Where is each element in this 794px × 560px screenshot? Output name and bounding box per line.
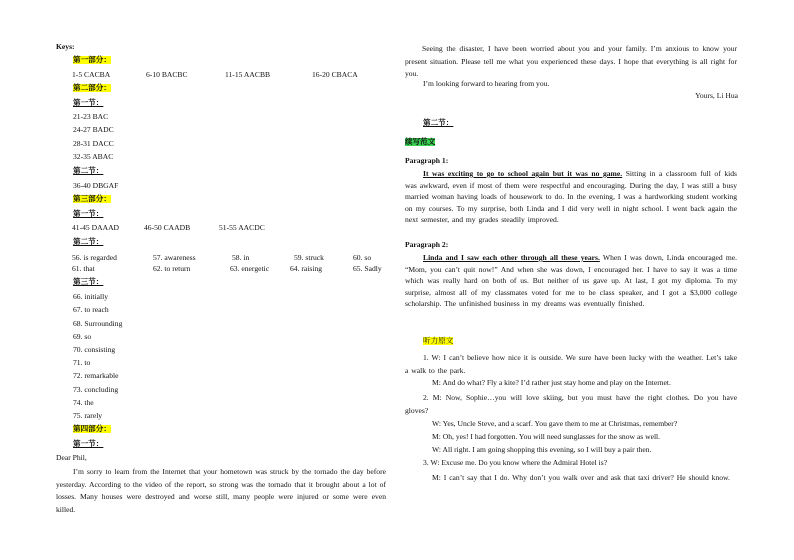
- cloze-row-1: 56. is regarded 57. awareness 58. in 59. struck 60. so: [72, 253, 372, 262]
- letter-paragraph-1: I’m sorry to learn from the Internet that your hometown was struck by the tornado the day before yesterday. According to the video of the report, so strong was the tornado that it brought about a lot of losses. Many houses were destroyed and worse still, many people were injured or some were even killed.: [56, 467, 386, 514]
- paragraph-2-label: Paragraph 2:: [405, 240, 449, 249]
- part4-sec2-heading: 第二节：: [423, 118, 454, 127]
- listening-title: 听力原文: [423, 336, 454, 345]
- paragraph-1-lead: It was exciting to go to school again but it was no game.: [423, 169, 623, 178]
- part3-sec1-heading: 第一节：: [73, 209, 104, 218]
- part1-heading: 第一部分：: [73, 55, 111, 64]
- part2-sec2-answers: 36-40 DBGAF: [73, 181, 119, 190]
- keys-title: Keys:: [56, 42, 75, 51]
- continuation-title: 续写范文: [405, 137, 436, 146]
- part3-sec3-heading: 第三节：: [73, 277, 104, 286]
- letter-greeting: Dear Phil,: [56, 453, 87, 462]
- letter-closing: I’m looking forward to hearing from you.: [423, 79, 550, 88]
- paragraph-2-text: [405, 252, 737, 310]
- letter-paragraph-2: Seeing the disaster, I have been worried about you and your family. I’m anxious to know your present situation. Please tell me what you experienced these days. I hope that everything is all right for you.: [405, 44, 737, 78]
- part4-sec1-heading: 第一节：: [73, 439, 104, 448]
- part2-sec2-heading: 第二节：: [73, 166, 104, 175]
- part3-sec2-heading: 第二节：: [73, 237, 104, 246]
- part3-heading: 第三部分：: [73, 194, 111, 203]
- part2-sec1-heading: 第一节：: [73, 98, 104, 107]
- part3-answers: 41-45 DAAAD 46-50 CAADB 51-55 AACDC: [72, 223, 265, 232]
- part1-answers: 1-5 CACBA 6-10 BACBC 11-15 AACBB 16-20 CBACA: [72, 70, 358, 79]
- paragraph-2-body: When I was down, Linda encouraged me. “Mom, you can’t quit now!” And when she was down, I encouraged her. I have to say it was a time which was really hard on both of us. But neither of us gave up. At last, I got my diploma. To my surprise, almost all of my classmates voted for me to be class speaker, and I got a $3,000 college scholarship. The unfinished business in my dreams was eventually finished.: [405, 253, 738, 309]
- paragraph-1-body: Sitting in a classroom full of kids was awkward, even if most of them were respectful and encouraging. During the day, I was still a busy married woman having loads of housework to do. In the evening, I was a hardworking student working on my courses. To my surprise, both Linda and I did very well in night school. I went back again the next semester, and my grades steadily improved.: [405, 169, 737, 225]
- cloze-row-2: 61. that 62. to return 63. energetic 64. raising 65. Sadly: [72, 264, 382, 273]
- paragraph-1-label: Paragraph 1:: [405, 156, 449, 165]
- part2-heading: 第二部分：: [73, 83, 111, 92]
- part4-heading: 第四部分：: [73, 424, 111, 433]
- paragraph-2-lead: Linda and I saw each other through all these years.: [423, 253, 600, 262]
- letter-signature: Yours, Li Hua: [695, 91, 738, 100]
- paragraph-1-text: [405, 168, 737, 226]
